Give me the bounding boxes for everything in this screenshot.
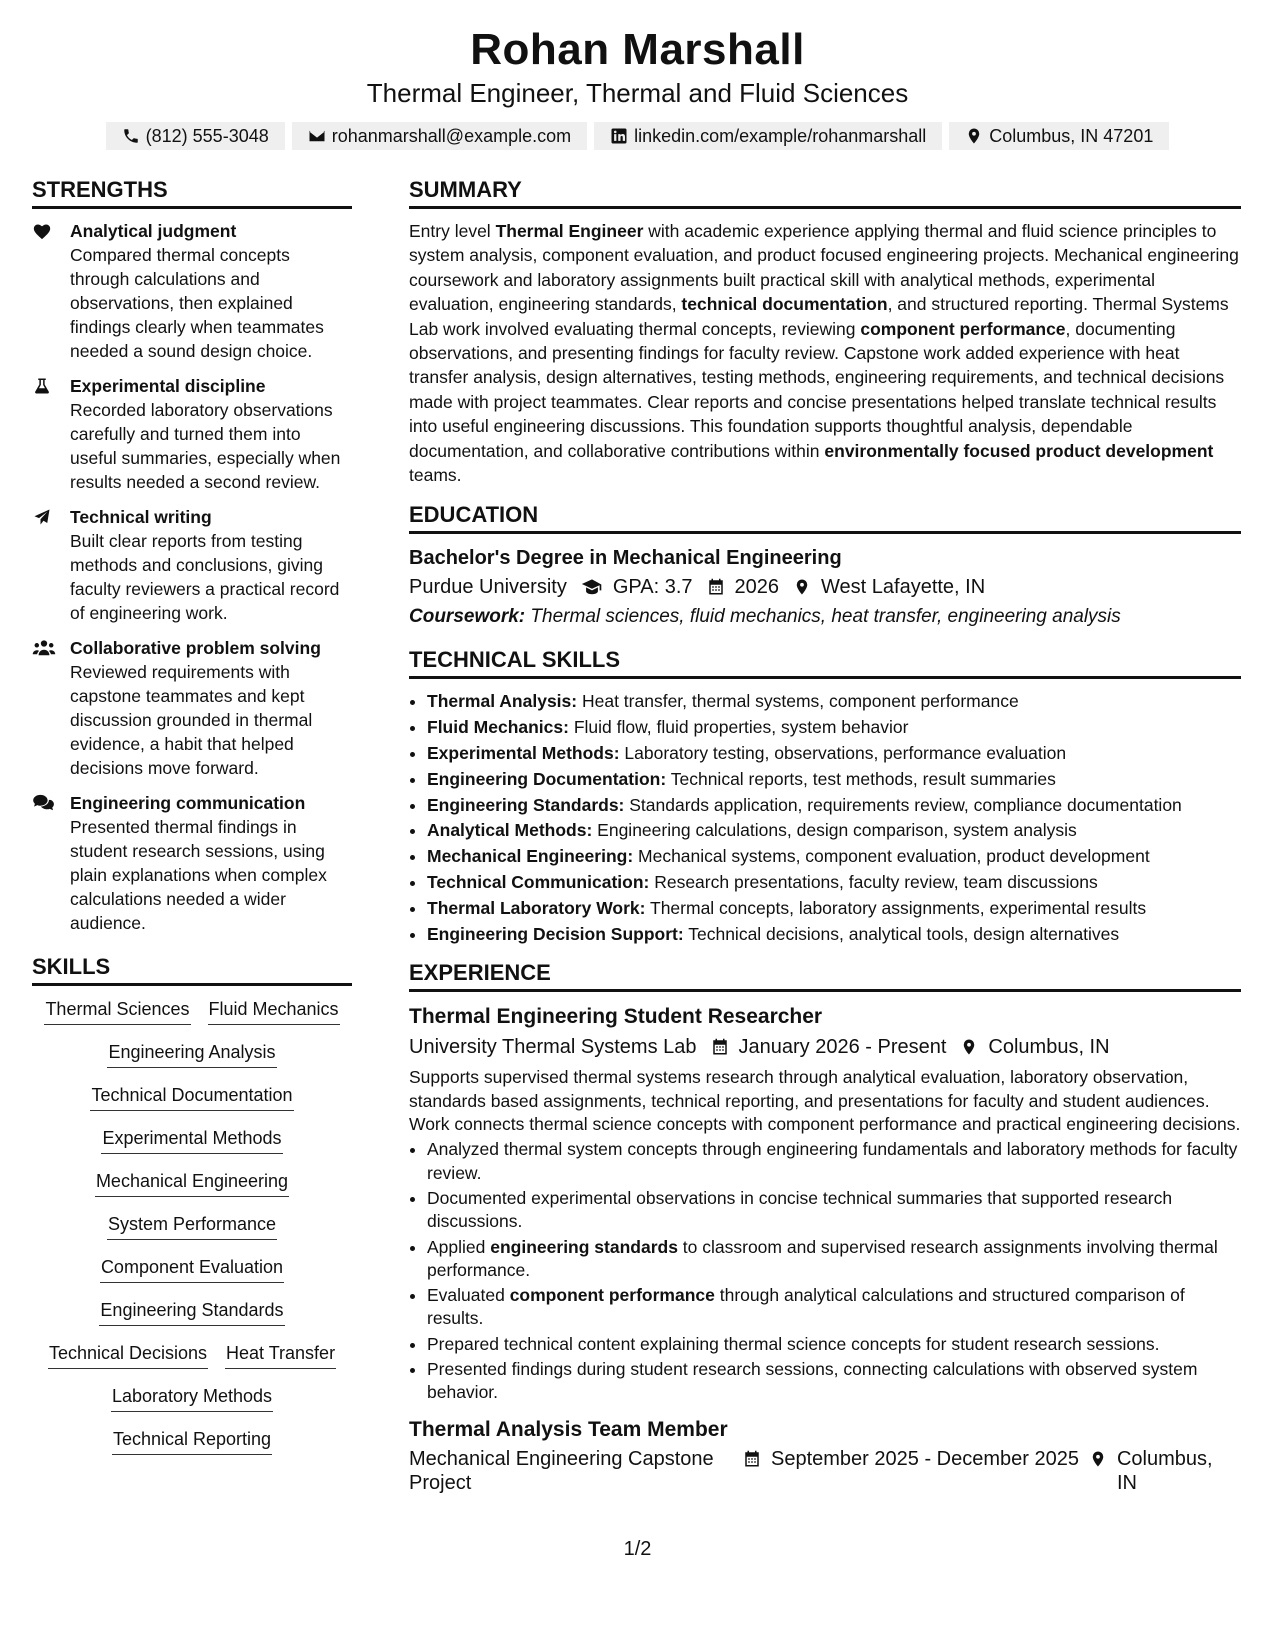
page-number: 1/2 (623, 1538, 652, 1560)
strength-title: Experimental discipline (70, 376, 266, 396)
calendar-icon (743, 1450, 761, 1468)
skill-row (32, 1211, 352, 1240)
technical-skill-label: Engineering Decision Support: (427, 923, 684, 944)
technical-skill-label: Thermal Analysis: (427, 691, 578, 712)
job-entry (409, 1002, 1241, 1404)
job-bullet (427, 1333, 1241, 1356)
skill-tag: Engineering Standards (99, 1297, 284, 1326)
strength-item (32, 636, 352, 780)
text-segment: with academic experience applying thermal and fluid science principles to system analysis, component evaluation, and product focused engineering projects. Mechanical engineering coursework and laboratory assignments built practical skill with analytical methods, experimental evaluation, engineering standards, (409, 221, 1239, 315)
contact-bar (0, 122, 1275, 150)
education-heading: EDUCATION (409, 501, 1241, 534)
skill-row (32, 1383, 352, 1412)
linkedin-icon (610, 127, 628, 145)
skill-row (32, 1125, 352, 1154)
text-segment: Analyzed thermal system concepts through engineering fundamentals and laboratory methods for faculty review. (427, 1139, 1238, 1183)
technical-skill-label: Engineering Standards: (427, 794, 625, 815)
emphasis-text: component performance (860, 318, 1066, 339)
job-location: Columbus, IN (988, 1036, 1110, 1059)
technical-skill-item (427, 715, 1241, 741)
skill-tag: Technical Reporting (112, 1426, 272, 1455)
graduation-year: 2026 (734, 576, 780, 599)
users-icon (32, 639, 56, 657)
technical-skill-item (427, 844, 1241, 870)
left-column (32, 176, 352, 1495)
technical-skill-label: Thermal Laboratory Work: (427, 897, 646, 918)
text-segment: , and structured reporting. Thermal Systems Lab work involved evaluating thermal concepts, reviewing (409, 294, 1229, 339)
skill-tag: Technical Documentation (90, 1082, 293, 1111)
contact-location-text: Columbus, IN 47201 (989, 126, 1154, 146)
strength-text: Recorded laboratory observations carefully and turned them into useful summaries, especially when results needed a second review. (70, 400, 341, 492)
emphasis-text: component performance (509, 1285, 715, 1306)
school-name: Purdue University (409, 576, 567, 599)
emphasis-text: technical documentation (681, 294, 888, 315)
flask-icon (32, 377, 52, 395)
job-meta (409, 1032, 1241, 1062)
text-segment: Applied (427, 1236, 491, 1257)
experience-heading: EXPERIENCE (409, 959, 1241, 992)
technical-skill-label: Experimental Methods: (427, 743, 620, 764)
contact-linkedin[interactable] (594, 122, 942, 150)
job-dates: September 2025 - December 2025 (771, 1447, 1079, 1470)
technical-skills-heading: TECHNICAL SKILLS (409, 646, 1241, 679)
candidate-name: Rohan Marshall (470, 25, 805, 74)
strength-item (32, 505, 352, 625)
job-title: Thermal Engineering Student Researcher (409, 1005, 823, 1029)
skill-tag: Fluid Mechanics (208, 996, 340, 1025)
skill-row (32, 1039, 352, 1068)
technical-skill-text: Thermal concepts, laboratory assignments, experimental results (645, 897, 1147, 918)
technical-skill-text: Standards application, requirements review, compliance documentation (624, 794, 1182, 815)
technical-skill-text: Fluid flow, fluid properties, system behavior (568, 717, 909, 738)
skill-tag: Laboratory Methods (111, 1383, 273, 1412)
location-pin-icon (1089, 1450, 1107, 1468)
location-pin-icon (793, 578, 811, 596)
calendar-icon (707, 578, 725, 596)
contact-linkedin-text: linkedin.com/example/rohanmarshall (634, 126, 927, 146)
strength-item (32, 791, 352, 935)
technical-skill-text: Mechanical systems, component evaluation, product development (633, 846, 1150, 867)
strength-text: Built clear reports from testing methods and conclusions, giving faculty reviewers a practical record of engineering work. (70, 531, 340, 623)
skill-tag: Technical Decisions (48, 1340, 208, 1369)
location-pin-icon (960, 1038, 978, 1056)
contact-email-text: rohanmarshall@example.com (331, 126, 572, 146)
right-column (409, 176, 1241, 1495)
text-segment: Prepared technical content explaining thermal science concepts for student research sessions. (427, 1333, 1160, 1354)
text-segment: through analytical calculations and structured comparison of results. (427, 1285, 1185, 1329)
job-description: Supports supervised thermal systems research through analytical evaluation, laboratory observation, standards based assignments, technical reporting, and presentations for faculty and student audiences. Work connects thermal science concepts with component performance and practical engineering decisions. (409, 1067, 1241, 1135)
skill-row (32, 1168, 352, 1197)
text-segment: Documented experimental observations in concise technical summaries that supported research discussions. (427, 1187, 1173, 1232)
skill-tag: Heat Transfer (225, 1340, 336, 1369)
strength-text: Presented thermal findings in student research sessions, using plain explanations when complex calculations needed a wider audience. (70, 817, 327, 933)
education-meta (409, 572, 1241, 602)
skill-row (32, 996, 352, 1025)
skill-row (32, 1297, 352, 1326)
school-location: West Lafayette, IN (821, 576, 986, 599)
job-dates: January 2026 - Present (738, 1036, 947, 1059)
technical-skill-item (427, 870, 1241, 896)
technical-skill-label: Engineering Documentation: (427, 768, 667, 789)
summary-heading: SUMMARY (409, 176, 1241, 209)
heart-icon (32, 222, 52, 240)
skills-list (32, 996, 352, 1455)
strength-title: Engineering communication (70, 793, 306, 813)
coursework-text: Thermal sciences, fluid mechanics, heat transfer, engineering analysis (530, 606, 1121, 628)
emphasis-text: engineering standards (490, 1236, 678, 1257)
strength-title: Technical writing (70, 507, 212, 527)
job-bullets (409, 1138, 1241, 1404)
technical-skill-label: Mechanical Engineering: (427, 846, 634, 867)
job-bullet (427, 1187, 1241, 1234)
technical-skill-item (427, 689, 1241, 715)
technical-skill-label: Technical Communication: (427, 872, 650, 893)
technical-skill-item (427, 767, 1241, 793)
text-segment: teams. (409, 465, 462, 486)
technical-skill-text: Heat transfer, thermal systems, component performance (577, 691, 1019, 712)
skill-row (32, 1082, 352, 1111)
contact-phone[interactable] (106, 122, 285, 150)
job-meta (409, 1447, 1241, 1495)
comments-icon (32, 794, 56, 812)
calendar-icon (711, 1038, 729, 1056)
contact-email[interactable] (292, 122, 587, 150)
skill-tag: Component Evaluation (100, 1254, 284, 1283)
job-org: Mechanical Engineering Capstone Project (409, 1447, 714, 1494)
emphasis-text: Thermal Engineer (495, 221, 644, 241)
location-pin-icon (965, 127, 983, 145)
skill-tag: Engineering Analysis (107, 1039, 276, 1068)
technical-skill-text: Technical reports, test methods, result summaries (666, 768, 1056, 789)
strength-item (32, 374, 352, 494)
technical-skill-label: Analytical Methods: (427, 820, 593, 841)
skills-heading: SKILLS (32, 953, 352, 986)
resume-header (0, 0, 1275, 150)
contact-location (949, 122, 1169, 150)
technical-skills-list (409, 689, 1241, 947)
technical-skill-item (427, 793, 1241, 819)
strength-text: Reviewed requirements with capstone teammates and kept discussion grounded in thermal evidence, a habit that helped decisions move forward. (70, 662, 313, 778)
job-title: Thermal Analysis Team Member (409, 1417, 728, 1441)
contact-phone-text: (812) 555-3048 (145, 126, 269, 146)
skill-tag: Mechanical Engineering (95, 1168, 289, 1197)
skill-row (32, 1426, 352, 1455)
graduation-cap-icon (581, 578, 603, 596)
technical-skill-text: Research presentations, faculty review, team discussions (649, 872, 1098, 893)
coursework-label: Coursework: (409, 606, 526, 628)
technical-skill-label: Fluid Mechanics: (427, 717, 569, 738)
gpa: GPA: 3.7 (612, 576, 693, 599)
emphasis-text: environmentally focused product development (824, 440, 1214, 461)
job-bullet (427, 1358, 1241, 1405)
job-org: University Thermal Systems Lab (409, 1036, 697, 1059)
strengths-heading: STRENGTHS (32, 176, 352, 209)
job-bullet (427, 1236, 1241, 1283)
text-segment: Evaluated (427, 1285, 510, 1306)
skill-tag: System Performance (107, 1211, 277, 1240)
skill-row (32, 1340, 352, 1369)
strength-title: Analytical judgment (70, 221, 237, 241)
phone-icon (122, 127, 140, 145)
degree-title: Bachelor's Degree in Mechanical Engineering (409, 547, 842, 570)
skill-row (32, 1254, 352, 1283)
technical-skill-text: Laboratory testing, observations, performance evaluation (619, 743, 1067, 764)
technical-skill-item (427, 741, 1241, 767)
strength-text: Compared thermal concepts through calculations and observations, then explained findings clearly when teammates needed a sound design choice. (70, 245, 324, 361)
technical-skill-item (427, 922, 1241, 948)
skill-tag: Experimental Methods (101, 1125, 282, 1154)
text-segment: Presented findings during student research sessions, connecting calculations with observed system behavior. (427, 1359, 1198, 1403)
job-bullet (427, 1138, 1241, 1185)
summary-text (409, 219, 1241, 487)
text-segment: Entry level (409, 221, 496, 241)
envelope-icon (308, 127, 326, 145)
skill-tag: Thermal Sciences (44, 996, 190, 1025)
technical-skill-item (427, 896, 1241, 922)
strength-title: Collaborative problem solving (70, 638, 321, 658)
coursework (409, 602, 1241, 632)
technical-skill-text: Engineering calculations, design comparison, system analysis (592, 820, 1077, 841)
job-location: Columbus, IN (1116, 1447, 1213, 1494)
technical-skill-item (427, 818, 1241, 844)
job-bullet (427, 1284, 1241, 1331)
job-entry (409, 1415, 1241, 1495)
paper-plane-icon (32, 508, 52, 526)
text-segment: , documenting observations, and presenting findings for faculty review. Capstone work added experience with heat transfer analysis, design alternatives, testing methods, engineering requirements, and technical decisions made with project teammates. Clear reports and concise presentations helped translate technical results into useful engineering discussions. This foundation supports thoughtful analysis, dependable documentation, and collaborative contributions within (409, 318, 1225, 461)
text-segment: to classroom and supervised research assignments involving thermal performance. (427, 1236, 1218, 1280)
strength-item (32, 219, 352, 363)
candidate-title: Thermal Engineer, Thermal and Fluid Sciences (366, 78, 909, 108)
technical-skill-text: Technical decisions, analytical tools, design alternatives (683, 923, 1120, 944)
